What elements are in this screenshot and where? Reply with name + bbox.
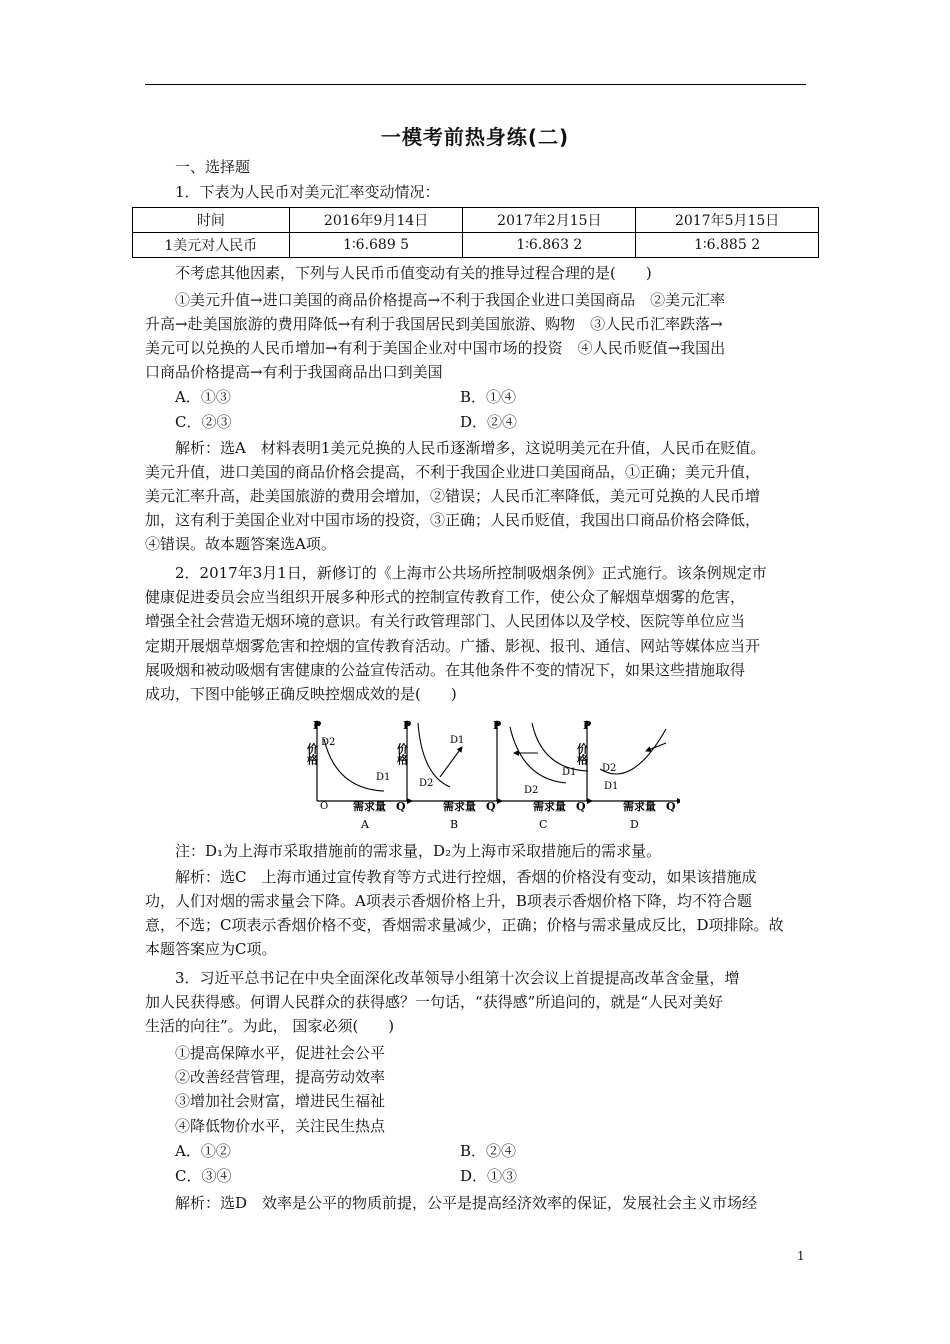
q2-analysis-line: 解析：选C 上海市通过宣传教育等方式进行控烟，香烟的价格没有变动，如果该措施成 [175, 868, 757, 886]
q1-text-line: ①美元升值→进口美国的商品价格提高→不利于我国企业进口美国商品 ②美元汇率 [175, 291, 726, 309]
q2-text-line: 展吸烟和被动吸烟有害健康的公益宣传活动。在其他条件不变的情况下，如果这些措施取得 [145, 661, 746, 679]
chart-panel-d [576, 719, 681, 831]
q1-option-a: A．①③ [175, 388, 231, 406]
q1-analysis-line: 加，这有利于美国企业对中国市场的投资，③正确；人民币贬值，我国出口商品价格会降低， [145, 511, 761, 529]
q1-question: 不考虑其他因素，下列与人民币币值变动有关的推导过程合理的是( ) [175, 264, 652, 282]
p-label: P [313, 719, 322, 732]
q-label: Q [486, 800, 496, 813]
d1-label: D1 [562, 767, 577, 778]
q2-text-line: 定期开展烟草烟雾危害和控烟的宣传教育活动。广播、影视、报刊、通信、网站等媒体应当开 [145, 637, 761, 655]
q3-option-a: A．①② [175, 1142, 231, 1160]
q3-item: ③增加社会财富，增进民生福祉 [175, 1092, 386, 1110]
table-cell: 时间 [133, 208, 290, 233]
q-label: Q [666, 800, 676, 813]
chart-panel-a [306, 719, 413, 831]
x-label: 需求量 [623, 800, 656, 813]
panel-label: A [361, 818, 369, 831]
q1-analysis-line: 美元汇率升高，赴美国旅游的费用会增加，②错误；人民币汇率降低，美元可兑换的人民币增 [145, 487, 761, 505]
price-label: 价格 [305, 743, 319, 765]
price-label: 价格 [395, 743, 409, 765]
q2-note: 注：D₁为上海市采取措施前的需求量，D₂为上海市采取措施后的需求量。 [175, 842, 662, 860]
page-number: 1 [797, 1249, 805, 1263]
p-label: P [493, 719, 502, 732]
panel-label: C [539, 818, 548, 831]
q1-option-b: B．①④ [460, 388, 517, 406]
shift-arrow [440, 747, 462, 777]
table-cell: 1∶6.885 2 [636, 233, 819, 258]
price-label: 价格 [575, 743, 589, 765]
d1-label: D1 [376, 772, 391, 783]
q1-analysis-line: 解析：选A 材料表明1美元兑换的人民币逐渐增多，这说明美元在升值，人民币在贬值。 [175, 439, 766, 457]
x-label: 需求量 [533, 800, 566, 813]
panel-label: D [630, 818, 639, 831]
origin-label: O [320, 801, 329, 812]
q1-text-line: 口商品价格提高→有利于我国商品出口到美国 [145, 363, 443, 381]
q2-analysis-line: 意，不选；C项表示香烟价格不变，香烟需求量减少，正确；价格与需求量成反比，D项排除。故 [145, 916, 784, 934]
q1-text-line: 美元可以兑换的人民币增加→有利于美国企业对中国市场的投资 ④人民币贬值→我国出 [145, 339, 726, 357]
demand-curve-d2 [510, 727, 566, 783]
q1-option-d: D．②④ [460, 413, 518, 431]
d2-label: D2 [419, 778, 434, 789]
chart-panel-b [396, 719, 503, 831]
q1-text-line: 升高→赴美国旅游的费用降低→有利于我国居民到美国旅游、购物 ③人民币汇率跌落→ [145, 315, 723, 333]
table-header-row [133, 208, 819, 233]
q2-text-line: 增强全社会营造无烟环境的意识。有关行政管理部门、人民团体以及学校、医院等单位应当 [145, 612, 746, 630]
q1-stem: 1．下表为人民币对美元汇率变动情况： [175, 183, 440, 201]
table-cell: 2017年2月15日 [463, 208, 636, 233]
p-label: P [403, 719, 412, 732]
section-heading: 一、选择题 [175, 158, 251, 176]
q3-item: ④降低物价水平，关注民生热点 [175, 1117, 386, 1135]
q2-text-line: 2．2017年3月1日，新修订的《上海市公共场所控制吸烟条例》正式施行。该条例规定市 [175, 564, 767, 582]
q1-analysis-line: ④错误。故本题答案选A项。 [145, 535, 336, 553]
page-title: 一模考前热身练(二) [380, 125, 570, 149]
q2-analysis-line: 本题答案应为C项。 [145, 940, 277, 958]
table-cell: 1美元对人民币 [133, 233, 290, 258]
q1-analysis-line: 美元升值，进口美国的商品价格会提高，不利于我国企业进口美国商品，①正确；美元升值， [145, 463, 761, 481]
d1-label: D1 [604, 781, 619, 792]
q3-option-c: C．③④ [175, 1167, 232, 1185]
table-cell: 1∶6.863 2 [463, 233, 636, 258]
q-label: Q [576, 800, 586, 813]
q3-item: ②改善经营管理，提高劳动效率 [175, 1068, 386, 1086]
d2-label: D2 [321, 737, 336, 748]
q3-option-d: D．①③ [460, 1167, 518, 1185]
table-cell: 2017年5月15日 [636, 208, 819, 233]
table-cell: 1∶6.689 5 [289, 233, 463, 258]
q3-text-line: 加人民获得感。何谓人民群众的获得感？一句话，“获得感”所追问的，就是“人民对美好 [145, 993, 724, 1011]
x-label: 需求量 [443, 800, 476, 813]
q3-option-b: B．②④ [460, 1142, 517, 1160]
demand-curve-charts [300, 717, 680, 837]
p-label: P [583, 719, 592, 732]
d2-label: D2 [602, 763, 617, 774]
table-row [133, 233, 819, 258]
q-label: Q [396, 800, 406, 813]
d2-label: D2 [524, 785, 539, 796]
d1-label: D1 [450, 735, 465, 746]
q2-text-line: 成功，下图中能够正确反映控烟成效的是( ) [145, 685, 457, 703]
exchange-rate-table [132, 207, 819, 258]
x-label: 需求量 [353, 800, 386, 813]
q2-analysis-line: 功，人们对烟的需求量会下降。A项表示香烟价格上升，B项表示香烟价格下降，均不符合题 [145, 892, 752, 910]
q3-text-line: 生活的向往”。为此， 国家必须( ) [145, 1017, 395, 1035]
q3-analysis-line: 解析：选D 效率是公平的物质前提，公平是提高经济效率的保证，发展社会主义市场经 [175, 1194, 758, 1212]
header-rule [145, 84, 806, 85]
q2-text-line: 健康促进委员会应当组织开展多种形式的控制宣传教育工作，使公众了解烟草烟雾的危害， [145, 588, 746, 606]
chart-panel-c [493, 719, 592, 831]
q3-item: ①提高保障水平，促进社会公平 [175, 1044, 386, 1062]
q3-text-line: 3．习近平总书记在中央全面深化改革领导小组第十次会议上首提提高改革含金量，增 [175, 969, 740, 987]
table-cell: 2016年9月14日 [289, 208, 463, 233]
q1-option-c: C．②③ [175, 413, 232, 431]
panel-label: B [450, 818, 459, 831]
